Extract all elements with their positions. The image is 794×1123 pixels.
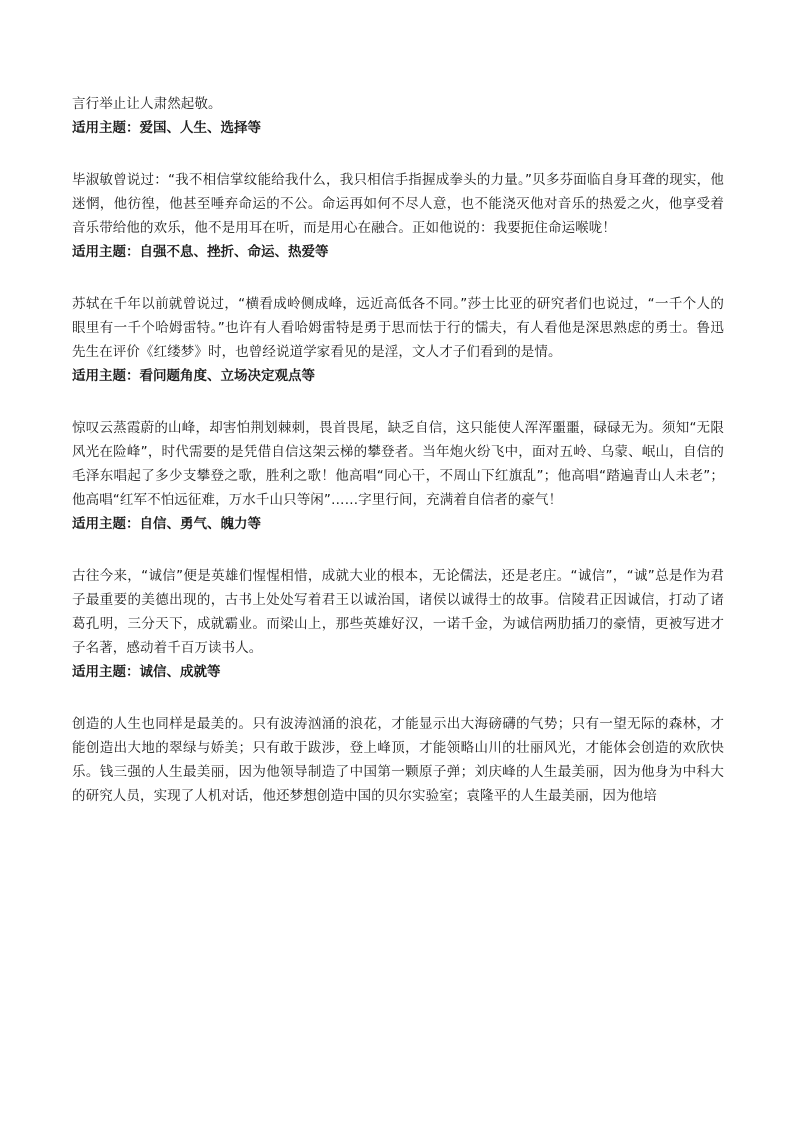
theme-label-1: 适用主题：爱国、人生、选择等 — [72, 120, 261, 136]
paragraph-2: 毕淑敏曾说过：“我不相信掌纹能给我什么，我只相信手指握成拳头的力量。”贝多芬面临自身耳聋的现实，他迷惘，他彷徨，他甚至唾弃命运的不公。命运再如何不尽人意，也不能浇灭他对音乐的热爱之火，他享受着音乐带给他的欢乐，他不是用耳在听，而是用心在融合。正如他说的：我要扼住命运喉咙！ — [72, 172, 724, 236]
paragraph-6: 创造的人生也同样是最美的。只有波涛汹涌的浪花，才能显示出大海磅礴的气势；只有一望无际的森林，才能创造出大地的翠绿与娇美；只有敢于跋涉，登上峰顶，才能领略山川的壮丽风光，才能体会创造的欢欣快乐。钱三强的人生最美丽，因为他领导制造了中国第一颗原子弹；刘庆峰的人生最美丽，因为他身为中科大的研究人员，实现了人机对话，他还梦想创造中国的贝尔实验室；袁隆平的人生最美丽，因为他培 — [72, 716, 724, 804]
theme-label-4: 适用主题：自信、勇气、魄力等 — [72, 516, 261, 532]
document-page — [72, 92, 724, 808]
paragraph-4: 惊叹云蒸霞蔚的山峰，却害怕荆划棘刺，畏首畏尾，缺乏自信，这只能使人浑浑噩噩，碌碌无为。须知“无限风光在险峰”，时代需要的是凭借自信这架云梯的攀登者。当年炮火纷飞中，面对五岭、乌蒙、岷山，自信的毛泽东唱起了多少支攀登之歌，胜利之歌！他高唱“同心干，不周山下红旗乱”；他高唱“踏遍青山人未老”；他高唱“红军不怕远征难，万水千山只等闲”……字里行间，充满着自信者的豪气！ — [72, 420, 724, 508]
theme-label-2: 适用主题：自强不息、挫折、命运、热爱等 — [72, 244, 329, 260]
paragraph-5: 古往今来，“诚信”便是英雄们惺惺相惜，成就大业的根本，无论儒法，还是老庄。“诚信”，“诚”总是作为君子最重要的美德出现的，古书上处处写着君王以诚治国，诸侯以诚得士的故事。信陵君正因诚信，打动了诸葛孔明，三分天下，成就霸业。而梁山上，那些英雄好汉，一诺千金，为诚信两肋插刀的豪情，更被写进才子名著，感动着千百万读书人。 — [72, 568, 724, 656]
paragraph-3: 苏轼在千年以前就曾说过，“横看成岭侧成峰，远近高低各不同。”莎士比亚的研究者们也说过，“一千个人的眼里有一千个哈姆雷特。”也许有人看哈姆雷特是勇于思而怯于行的懦夫，有人看他是深思熟虑的勇士。鲁迅先生在评价《红缕梦》时，也曾经说道学家看见的是淫，文人才子们看到的是情。 — [72, 296, 724, 360]
theme-label-5: 适用主题：诚信、成就等 — [72, 664, 221, 680]
paragraph-1: 言行举止让人肃然起敬。 — [72, 96, 222, 112]
theme-label-3: 适用主题：看问题角度、立场决定观点等 — [72, 368, 315, 384]
